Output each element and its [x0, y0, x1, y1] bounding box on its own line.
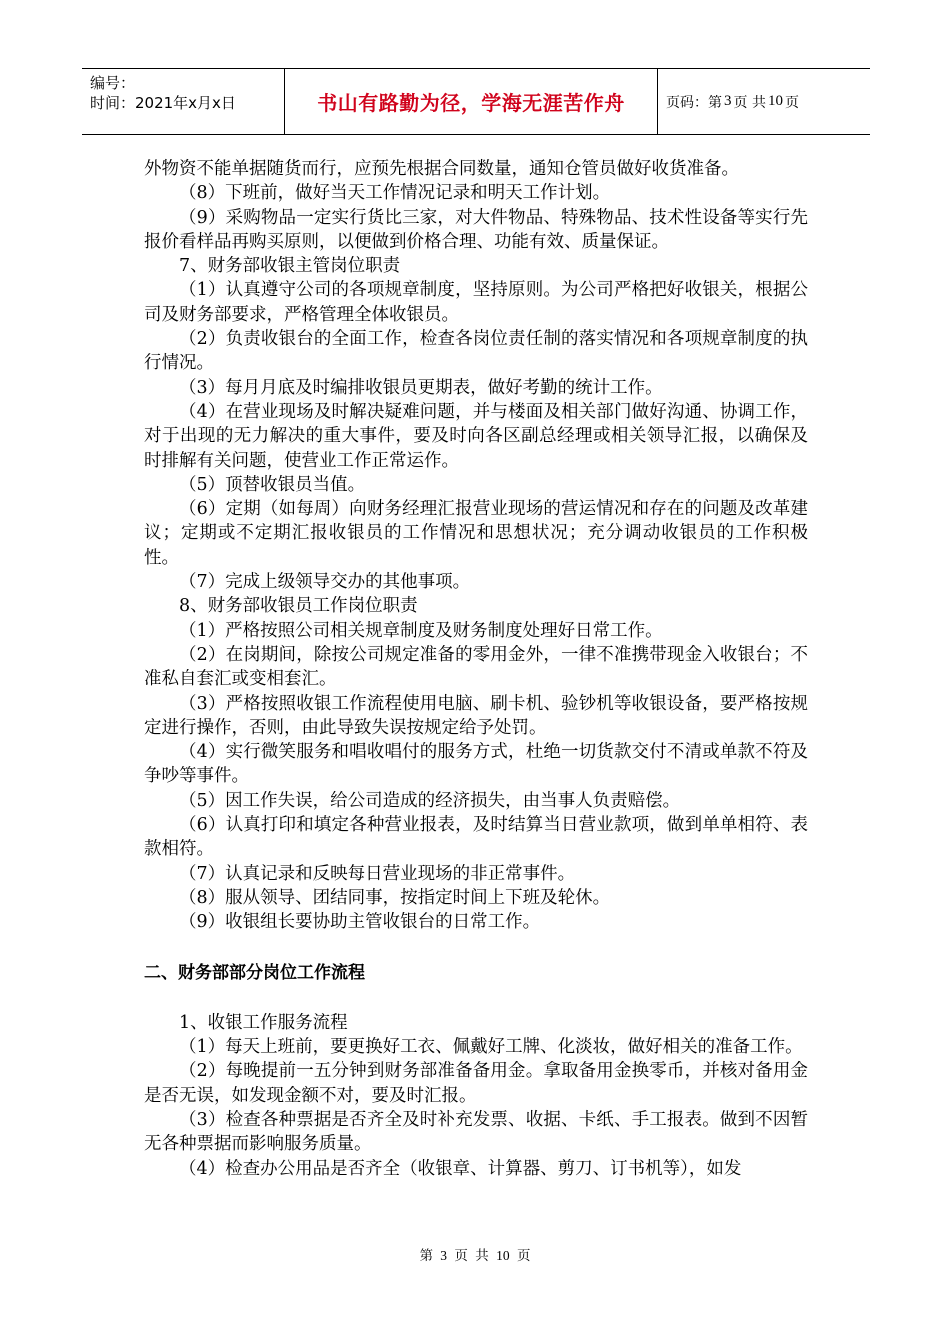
- paragraph: 外物资不能单据随货而行，应预先根据合同数量，通知仓管员做好收货准备。: [144, 159, 739, 179]
- paragraph: （2）每晚提前一五分钟到财务部准备备用金。拿取备用金换零币，并核对备用金是否无误，如发现金额不对，要及时汇报。: [144, 1061, 808, 1106]
- paragraph: （8）服从领导、团结同事，按指定时间上下班及轮休。: [179, 887, 611, 908]
- paragraph: （4）实行微笑服务和唱收唱付的服务方式，杜绝一切货款交付不清或单款不符及争吵等事件。: [144, 742, 808, 787]
- header-info: [82, 69, 285, 134]
- page-mid: 页 共: [733, 94, 766, 111]
- paragraph: （5）顶替收银员当值。: [179, 474, 366, 495]
- paragraph: （9）收银组长要协助主管收银台的日常工作。: [179, 912, 541, 933]
- page-end: 页: [784, 94, 799, 111]
- paragraph: （4）在营业现场及时解决疑难问题，并与楼面及相关部门做好沟通、协调工作，对于出现的无力解决的重大事件，要及时向各区副总经理或相关领导汇报，以确保及时排解有关问题，使营业工作正常运作。: [144, 401, 808, 471]
- page-number: 3: [724, 93, 732, 109]
- paragraph: 7、财务部收银主管岗位职责: [179, 256, 401, 277]
- header-motto: 书山有路勤为径，学海无涯苦作舟: [285, 69, 658, 134]
- header-page-info: [658, 69, 870, 134]
- paragraph: （3）严格按照收银工作流程使用电脑、刷卡机、验钞机等收银设备，要严格按规定进行操作，否则，由此导致失误按规定给予处罚。: [144, 693, 808, 738]
- number-label: 编号：: [90, 74, 136, 92]
- paragraph: （2）负责收银台的全面工作，检查各岗位责任制的落实情况和各项规章制度的执行情况。: [144, 329, 808, 374]
- paragraph: （5）因工作失误，给公司造成的经济损失，由当事人负责赔偿。: [179, 790, 681, 811]
- page-label: 页码：第: [666, 94, 722, 111]
- paragraph: （6）定期（如每周）向财务经理汇报营业现场的营运情况和存在的问题及改革建议；定期或不定期汇报收银员的工作情况和思想状况；充分调动收银员的工作积极性。: [144, 499, 808, 568]
- page-total: 10: [767, 93, 783, 109]
- page-footer: 第 3 页 共 10 页: [419, 1248, 531, 1263]
- section-heading: 二、财务部部分岗位工作流程: [144, 962, 365, 983]
- paragraph-gap: [144, 935, 808, 961]
- paragraph: （8）下班前，做好当天工作情况记录和明天工作计划。: [179, 183, 611, 204]
- paragraph: （1）严格按照公司相关规章制度及财务制度处理好日常工作。: [179, 620, 663, 641]
- paragraph: （3）检查各种票据是否齐全及时补充发票、收据、卡纸、手工报表。做到不因暂无各种票据而影响服务质量。: [144, 1109, 808, 1155]
- page-header: [82, 68, 870, 135]
- paragraph: （1）每天上班前，要更换好工衣、佩戴好工牌、化淡妆，做好相关的准备工作。: [179, 1037, 803, 1058]
- document-body: [144, 157, 808, 1181]
- paragraph: （6）认真打印和填定各种营业报表，及时结算当日营业款项，做到单单相符、表款相符。: [144, 815, 808, 860]
- paragraph-gap: [144, 985, 808, 1011]
- paragraph: （7）认真记录和反映每日营业现场的非正常事件。: [179, 863, 576, 884]
- paragraph: （1）认真遵守公司的各项规章制度，坚持原则。为公司严格把好收银关，根据公司及财务部要求，严格管理全体收银员。: [144, 280, 808, 325]
- time-label: 时间：2021年x月x日: [90, 94, 236, 112]
- paragraph: （4）检查办公用品是否齐全（收银章、计算器、剪刀、订书机等），如发: [179, 1158, 742, 1179]
- paragraph: （2）在岗期间，除按公司规定准备的零用金外，一律不准携带现金入收银台；不准私自套汇或变相套汇。: [144, 644, 808, 690]
- paragraph: （7）完成上级领导交办的其他事项。: [179, 572, 471, 593]
- paragraph: （9）采购物品一定实行货比三家，对大件物品、特殊物品、技术性设备等实行先报价看样品再购买原则，以便做到价格合理、功能有效、质量保证。: [144, 207, 808, 252]
- paragraph: （3）每月月底及时编排收银员更期表，做好考勤的统计工作。: [179, 377, 663, 398]
- paragraph: 1、收银工作服务流程: [179, 1012, 348, 1033]
- paragraph: 8、财务部收银员工作岗位职责: [179, 596, 418, 617]
